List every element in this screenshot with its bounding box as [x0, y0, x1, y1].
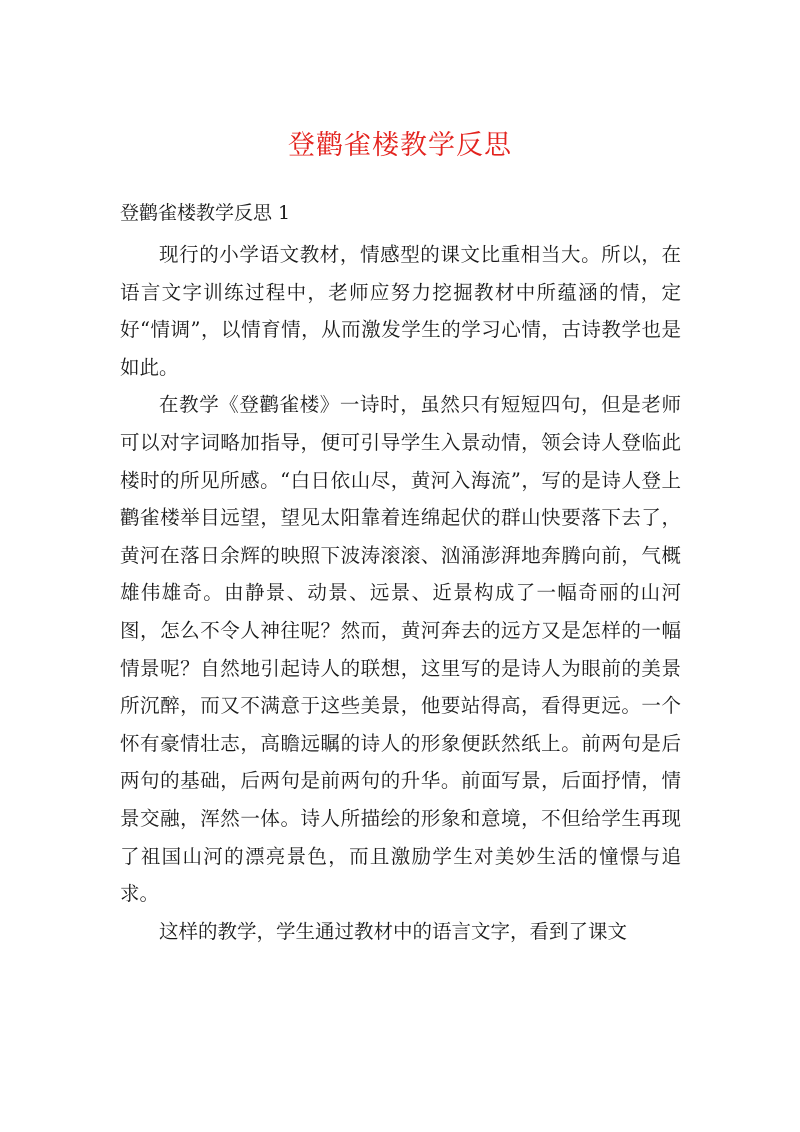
- paragraph: 这样的教学，学生通过教材中的语言文字，看到了课文: [159, 919, 628, 943]
- document-title: 登鹳雀楼教学反思: [288, 130, 512, 161]
- section-heading: 登鹳雀楼教学反思 1: [120, 202, 291, 224]
- paragraph: 在教学《登鹳雀楼》一诗时，虽然只有短短四句，但是老师可以对字词略加指导，便可引导学生入景动情，领会诗人登临此楼时的所见所感。“白日依山尽，黄河入海流”，写的是诗人登上鹳雀楼举目远望，望见太阳靠着连绵起伏的群山快要落下去了，黄河在落日余辉的映照下波涛滚滚、汹涌澎湃地奔腾向前，气概雄伟雄奇。由静景、动景、远景、近景构成了一幅奇丽的山河图，怎么不令人神往呢？然而，黄河奔去的远方又是怎样的一幅情景呢？自然地引起诗人的联想，这里写的是诗人为眼前的美景所沉醉，而又不满意于这些美景，他要站得高，看得更远。一个怀有豪情壮志，高瞻远瞩的诗人的形象便跃然纸上。前两句是后两句的基础，后两句是前两句的升华。前面写景，后面抒情，情景交融，浑然一体。诗人所描绘的形象和意境，不但给学生再现了祖国山河的漂亮景色，而且激励学生对美妙生活的憧憬与追求。: [120, 393, 681, 906]
- document-body: [120, 236, 681, 950]
- paragraph: 现行的小学语文教材，情感型的课文比重相当大。所以，在语言文字训练过程中，老师应努力挖掘教材中所蕴涵的情，定好“情调”，以情育情，从而激发学生的学习心情，古诗教学也是如此。: [120, 243, 681, 379]
